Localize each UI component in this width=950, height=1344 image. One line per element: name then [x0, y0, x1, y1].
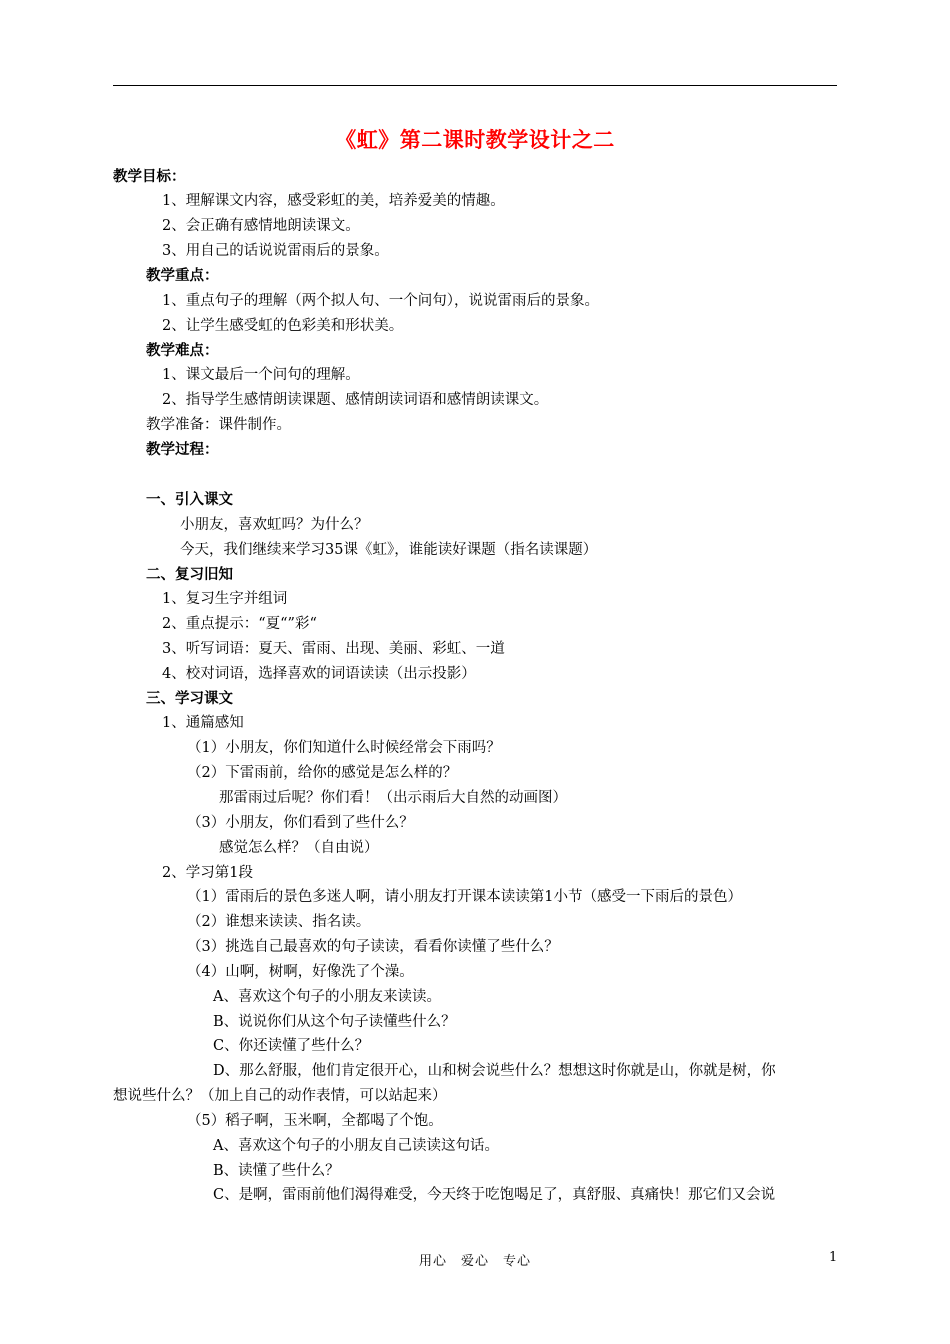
s2-line-2: 2、重点提示：“夏“”彩“ [162, 616, 317, 632]
s3-line-14: C、你还读懂了些什么？ [213, 1038, 370, 1054]
s3-line-8: （1）雷雨后的景色多迷人啊，请小朋友打开课本读读第1小节（感受一下雨后的景色） [187, 889, 742, 905]
footer-text-2: 爱心 [460, 1254, 489, 1269]
s3-line-13: B、说说你们从这个句子读懂些什么？ [213, 1014, 456, 1030]
s3-line-18: A、喜欢这个句子的小朋友自己读读这句话。 [213, 1138, 499, 1154]
s3-line-5: （3）小朋友，你们看到了些什么？ [187, 815, 414, 831]
section-2: 二、复习旧知 [146, 566, 233, 583]
s3-line-19: B、读懂了些什么？ [213, 1163, 340, 1179]
goal-1: 1、理解课文内容，感受彩虹的美，培养爱美的情趣。 [162, 193, 505, 209]
difficulty-2: 2、指导学生感情朗读课题、感情朗读词语和感情朗读课文。 [162, 392, 549, 408]
s3-line-16: 想说些什么？（加上自己的动作表情，可以站起来） [113, 1088, 447, 1104]
s3-line-2: （1）小朋友，你们知道什么时候经常会下雨吗？ [187, 740, 501, 756]
section-1: 一、引入课文 [146, 491, 233, 508]
page-number: 1 [829, 1250, 838, 1265]
s3-line-11: （4）山啊，树啊，好像洗了个澡。 [187, 964, 414, 980]
s1-line-2: 今天，我们继续来学习35课《虹》，谁能读好课题（指名读课题） [180, 542, 598, 558]
goals-heading: 教学目标： [113, 168, 186, 185]
difficulties-heading: 教学难点： [146, 342, 219, 359]
document-title: 《虹》第二课时教学设计之二 [335, 127, 615, 152]
keypoint-1: 1、重点句子的理解（两个拟人句、一个问句），说说雷雨后的景象。 [162, 293, 599, 309]
section-3: 三、学习课文 [146, 690, 233, 707]
s3-line-9: （2）谁想来读读、指名读。 [187, 914, 371, 930]
s3-line-3: （2）下雷雨前，给你的感觉是怎么样的？ [187, 765, 458, 781]
s2-line-1: 1、复习生字并组词 [162, 591, 288, 607]
s3-line-6: 感觉怎么样？（自由说） [219, 840, 379, 856]
s3-line-17: （5）稻子啊，玉米啊，全都喝了个饱。 [187, 1113, 443, 1129]
page-footer [0, 1250, 950, 1269]
s3-line-1: 1、通篇感知 [162, 715, 244, 731]
s3-line-12: A、喜欢这个句子的小朋友来读读。 [213, 989, 441, 1005]
goal-3: 3、用自己的话说说雷雨后的景象。 [162, 243, 389, 259]
header-rule [113, 85, 837, 86]
footer-text-3: 专心 [503, 1254, 532, 1269]
s2-line-4: 4、校对词语，选择喜欢的词语读读（出示投影） [162, 666, 476, 682]
s3-line-7: 2、学习第1段 [162, 865, 253, 881]
s3-line-10: （3）挑选自己最喜欢的句子读读，看看你读懂了些什么？ [187, 939, 559, 955]
s3-line-15: D、那么舒服，他们肯定很开心，山和树会说些什么？想想这时你就是山，你就是树，你 [213, 1063, 776, 1079]
difficulty-1: 1、课文最后一个问句的理解。 [162, 367, 360, 383]
s1-line-1: 小朋友，喜欢虹吗？为什么？ [180, 517, 369, 533]
preparation: 教学准备：课件制作。 [146, 417, 291, 433]
footer-text-1: 用心 [418, 1254, 447, 1269]
goal-2: 2、会正确有感情地朗读课文。 [162, 218, 360, 234]
process-heading: 教学过程： [146, 441, 219, 458]
s2-line-3: 3、听写词语：夏天、雷雨、出现、美丽、彩虹、一道 [162, 641, 505, 657]
keypoints-heading: 教学重点： [146, 267, 219, 284]
keypoint-2: 2、让学生感受虹的色彩美和形状美。 [162, 318, 404, 334]
s3-line-4: 那雷雨过后呢？你们看！（出示雨后大自然的动画图） [219, 790, 567, 806]
s3-line-20: C、是啊，雷雨前他们渴得难受，今天终于吃饱喝足了，真舒服、真痛快！那它们又会说 [213, 1187, 776, 1203]
